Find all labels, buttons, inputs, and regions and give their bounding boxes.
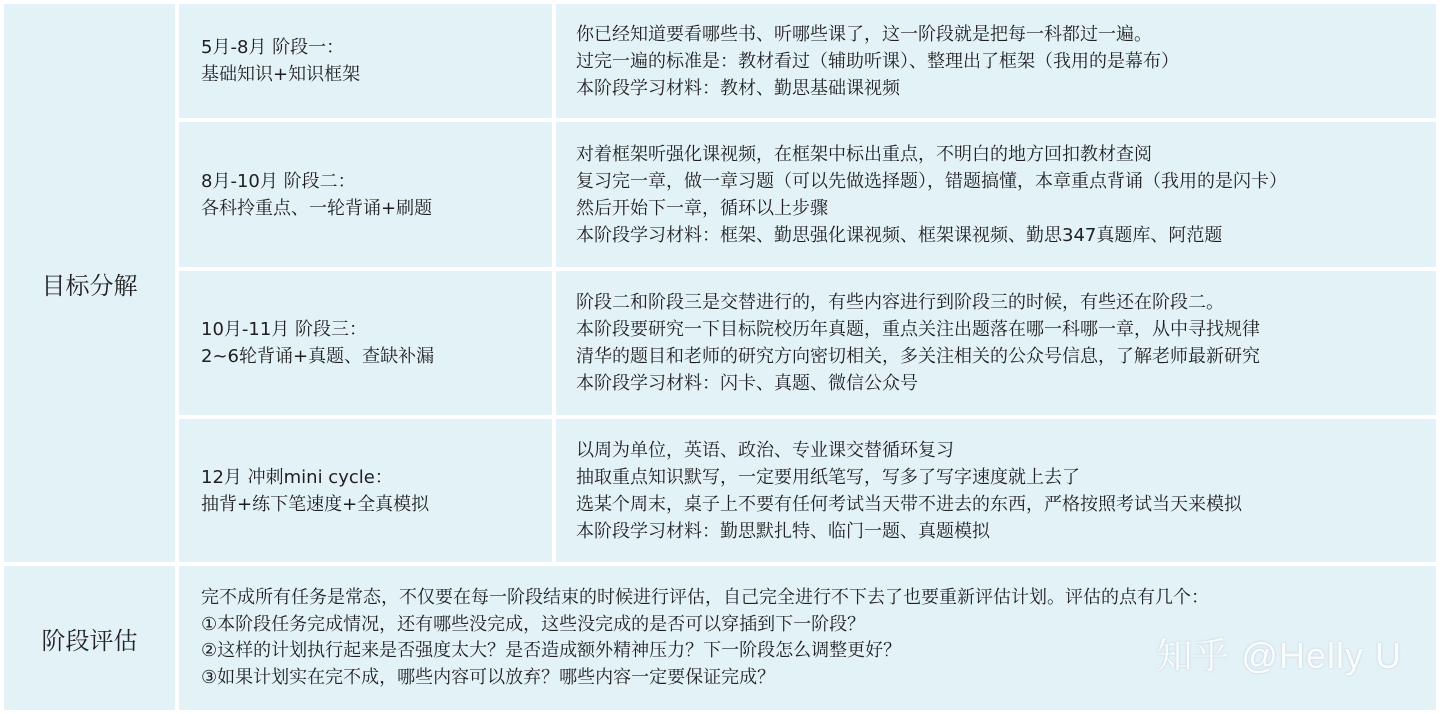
stage-1-desc-line: 本阶段学习材料：教材、勤思基础课视频 <box>576 77 900 99</box>
stage-2-desc-line: 对着框架听强化课视频，在框架中标出重点，不明白的地方回扣教材查阅 <box>576 143 1152 165</box>
stage-4-desc-line: 本阶段学习材料：勤思默扎特、临门一题、真题模拟 <box>576 520 990 542</box>
stage-2-title <box>179 122 552 267</box>
stage-4-period: 12月 冲刺mini cycle： <box>201 466 393 488</box>
goal-breakdown-label <box>4 4 175 562</box>
stage-3-period: 10月-11月 阶段三： <box>201 319 368 340</box>
stage-1-focus: 基础知识+知识框架 <box>201 64 361 85</box>
stage-4-desc-line: 以周为单位，英语、政治、专业课交替循环复习 <box>576 439 954 461</box>
stage-3-desc-line: 清华的题目和老师的研究方向密切相关，多关注相关的公众号信息，了解老师最新研究 <box>576 346 1260 367</box>
stage-4-desc-line: 抽取重点知识默写，一定要用纸笔写，写多了写字速度就上去了 <box>576 466 1080 488</box>
stage-3-desc-line: 本阶段要研究一下目标院校历年真题，重点关注出题落在哪一科哪一章，从中寻找规律 <box>576 319 1260 340</box>
stage-2-desc-line: 然后开始下一章，循环以上步骤 <box>576 197 828 219</box>
stage-4-desc-line: 选某个周末，桌子上不要有任何考试当天带不进去的东西，严格按照考试当天来模拟 <box>576 493 1242 515</box>
evaluation-point: ②这样的计划执行起来是否强度太大？是否造成额外精神压力？下一阶段怎么调整更好？ <box>201 640 902 661</box>
stage-3-title <box>179 271 552 415</box>
stage-2-focus: 各科拎重点、一轮背诵+刷题 <box>201 197 433 219</box>
evaluation-point: ③如果计划实在完不成，哪些内容可以放弃？哪些内容一定要保证完成？ <box>201 666 776 688</box>
stage-4-title <box>179 419 552 562</box>
evaluation-point: ①本阶段任务完成情况，还有哪些没完成，这些没完成的是否可以穿插到下一阶段？ <box>201 613 866 635</box>
stage-3-focus: 2~6轮背诵+真题、查缺补漏 <box>201 346 435 367</box>
stage-3-desc-line: 阶段二和阶段三是交替进行的，有些内容进行到阶段三的时候，有些还在阶段二。 <box>576 292 1224 313</box>
stage-2-period: 8月-10月 阶段二： <box>201 170 356 192</box>
goal-breakdown-text: 目标分解 <box>41 271 138 300</box>
stage-evaluation-label <box>4 566 175 710</box>
stage-evaluation-text: 阶段评估 <box>41 626 138 655</box>
stage-2-desc-line: 复习完一章，做一章习题（可以先做选择题），错题搞懂，本章重点背诵（我用的是闪卡） <box>576 170 1287 192</box>
stage-3-description <box>556 271 1436 415</box>
stage-1-description <box>556 4 1436 118</box>
stage-4-focus: 抽背+练下笔速度+全真模拟 <box>201 493 430 515</box>
stage-2-desc-line: 本阶段学习材料：框架、勤思强化课视频、框架课视频、勤思347真题库、阿范题 <box>576 224 1223 246</box>
stage-1-title <box>179 4 552 118</box>
stage-1-desc-line: 你已经知道要看哪些书、听哪些课了，这一阶段就是把每一科都过一遍。 <box>576 23 1152 45</box>
stage-3-desc-line: 本阶段学习材料：闪卡、真题、微信公众号 <box>576 373 918 394</box>
stage-4-description <box>556 419 1436 562</box>
stage-1-desc-line: 过完一遍的标准是：教材看过（辅助听课）、整理出了框架（我用的是幕布） <box>576 50 1179 72</box>
zhihu-watermark: 知乎 @Helly U <box>1156 635 1402 676</box>
evaluation-intro: 完不成所有任务是常态，不仅要在每一阶段结束的时候进行评估，自己完全进行不下去了也要重新评估计划。评估的点有几个： <box>201 587 1209 608</box>
stage-2-description <box>556 122 1436 267</box>
stage-1-period: 5月-8月 阶段一： <box>201 37 345 58</box>
